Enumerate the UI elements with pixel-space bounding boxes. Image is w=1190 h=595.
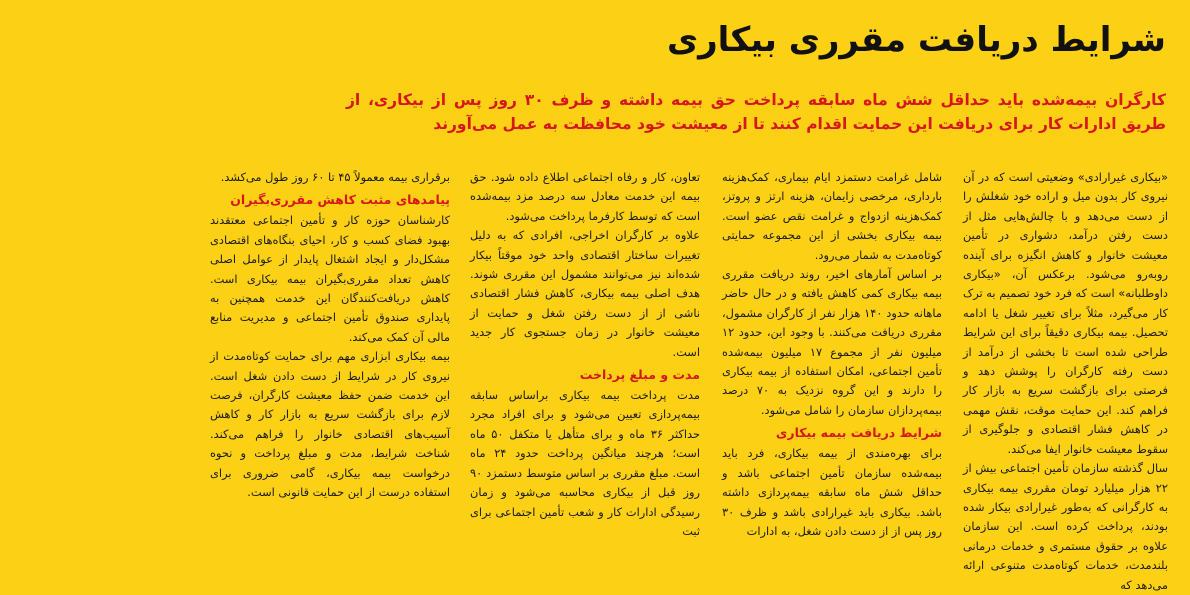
column-paragraph: «بیکاری غیرارادی» وضعیتی است که در آن نیروی کار بدون میل و اراده خود شغلش را از دست می‌دهد و با چالش‌هایی مثل از دست رفتن درآمد، دشواری در تأمین معیشت خانوار و کاهش انگیزه برای آینده روبه‌رو می‌شود. برعکس آن، «بیکاری داوطلبانه» است که فرد خود تصمیم به ترک کار می‌گیرد، مثلاً برای تغییر شغل یا ادامه تحصیل. بیمه بیکاری دقیقاً برای این شرایط طراحی شده است تا بخشی از درآمد از دست رفته کارگران را پوشش دهد و فرصتی برای بازگشت سریع به بازار کار فراهم کند. این حمایت موقت، نقش مهمی در کاهش فشار اقتصادی و جلوگیری از سقوط معیشت خانوار ایفا می‌کند. (963, 170, 1168, 456)
text-column-1 (963, 168, 1168, 592)
column-paragraph: بر اساس آمارهای اخیر، روند دریافت مقرری بیمه بیکاری کمی کاهش یافته و در حال حاضر ماهانه حدود ۱۴۰ هزار نفر از کارگران مشمول، مقرری دریافت می‌کنند. با وجود این، حدود ۱۲ میلیون نفر از مجموع ۱۷ میلیون بیمه‌شده تأمین اجتماعی، امکان استفاده از بیمه بیکاری را دارند و این گروه نزدیک به ۷۰ درصد بیمه‌پردازان سازمان را شامل می‌شود. (722, 267, 942, 417)
section-heading-positive-effects: پیامدهای مثبت کاهش مقرری‌بگیران (230, 192, 450, 208)
section-heading-conditions: شرایط دریافت بیمه بیکاری (775, 425, 942, 441)
article-title: شرایط دریافت مقرری بیکاری (666, 20, 1166, 60)
column-paragraph: علاوه بر کارگران اخراجی، افرادی که به دلیل تغییرات ساختار اقتصادی واحد خود موقتاً بیکار شده‌اند نیز می‌توانند مشمول این مقرری شوند. هدف اصلی بیمه بیکاری، کاهش فشار اقتصادی ناشی از از دست رفتن شغل و حمایت از معیشت خانوار در زمان جستجوی کار جدید است. (470, 228, 700, 359)
column-paragraph: کارشناسان حوزه کار و تأمین اجتماعی معتقدند بهبود فضای کسب و کار، احیای بنگاه‌های اقتصادی مشکل‌دار و ایجاد اشتغال پایدار از عوامل اصلی کاهش تعداد مقرری‌بگیران بیمه بیکاری است. کاهش دریافت‌کنندگان این خدمت همچنین به پایداری صندوق تأمین اجتماعی و مدیریت منابع مالی آن کمک می‌کند. (210, 213, 450, 344)
section-heading-duration: مدت و مبلغ پرداخت (579, 367, 700, 383)
text-column-2 (722, 168, 942, 538)
column-paragraph: برای بهره‌مندی از بیمه بیکاری، فرد باید بیمه‌شده سازمان تأمین اجتماعی باشد و حداقل شش ماه سابقه بیمه‌پردازی داشته باشد. بیکاری باید غیرارادی باشد و ظرف ۳۰ روز پس از از دست دادن شغل، به ادارات (722, 446, 942, 538)
article-lead: کارگران بیمه‌شده باید حداقل شش ماه سابقه پرداخت حق بیمه داشته و ظرف ۳۰ روز پس از بیکاری، از طریق ادارات کار برای دریافت این حمایت اقدام کنند تا از معیشت خود محافظت به عمل می‌آورند (346, 91, 1166, 133)
text-column-3 (470, 168, 701, 538)
text-column-4 (210, 168, 450, 516)
column-paragraph: بیمه بیکاری ابزاری مهم برای حمایت کوتاه‌مدت از نیروی کار در شرایط از دست دادن شغل است. این خدمت ضمن حفظ معیشت کارگران، فرصت لازم برای بازگشت سریع به بازار کار و کاهش آسیب‌های اقتصادی خانوار را فراهم می‌کند. شناخت شرایط، مدت و مبلغ پرداخت و نحوه درخواست بیمه بیکاری، گامی ضروری برای استفاده درست از این حمایت قانونی است. (210, 349, 450, 500)
column-paragraph: برقراری بیمه معمولاً ۴۵ تا ۶۰ روز طول می‌کشد. (220, 170, 450, 184)
column-paragraph: تعاون، کار و رفاه اجتماعی اطلاع داده شود. حق بیمه این خدمت معادل سه درصد مزد بیمه‌شده است که توسط کارفرما پرداخت می‌شود. (470, 170, 700, 223)
column-paragraph: مدت پرداخت بیمه بیکاری براساس سابقه بیمه‌پردازی تعیین می‌شود و برای افراد مجرد حداکثر ۳۶ ماه و برای متأهل یا متکفل ۵۰ ماه است؛ هرچند میانگین پرداخت حدود ۲۴ ماه است. مبلغ مقرری بر اساس متوسط دستمزد ۹۰ روز قبل از بیکاری محاسبه می‌شود و زمان رسیدگی ادارات کار و شعب تأمین اجتماعی برای ثبت (470, 388, 701, 538)
column-paragraph: شامل غرامت دستمزد ایام بیماری، کمک‌هزینه بارداری، مرخصی زایمان، هزینه ارتز و پروتز، کمک‌هزینه ازدواج و غرامت نقص عضو است. بیمه بیکاری بخشی از این مجموعه حمایتی کوتاه‌مدت به شمار می‌رود. (722, 170, 942, 262)
column-paragraph: سال گذشته سازمان تأمین اجتماعی بیش از ۲۲ هزار میلیارد تومان مقرری بیمه بیکاری به کارگرانی که به‌طور غیرارادی بیکار شده بودند، پرداخت کرده است. این سازمان علاوه بر حقوق مستمری و خدمات درمانی بلندمدت، خدمات کوتاه‌مدت متنوعی ارائه می‌دهد که (963, 461, 1168, 592)
